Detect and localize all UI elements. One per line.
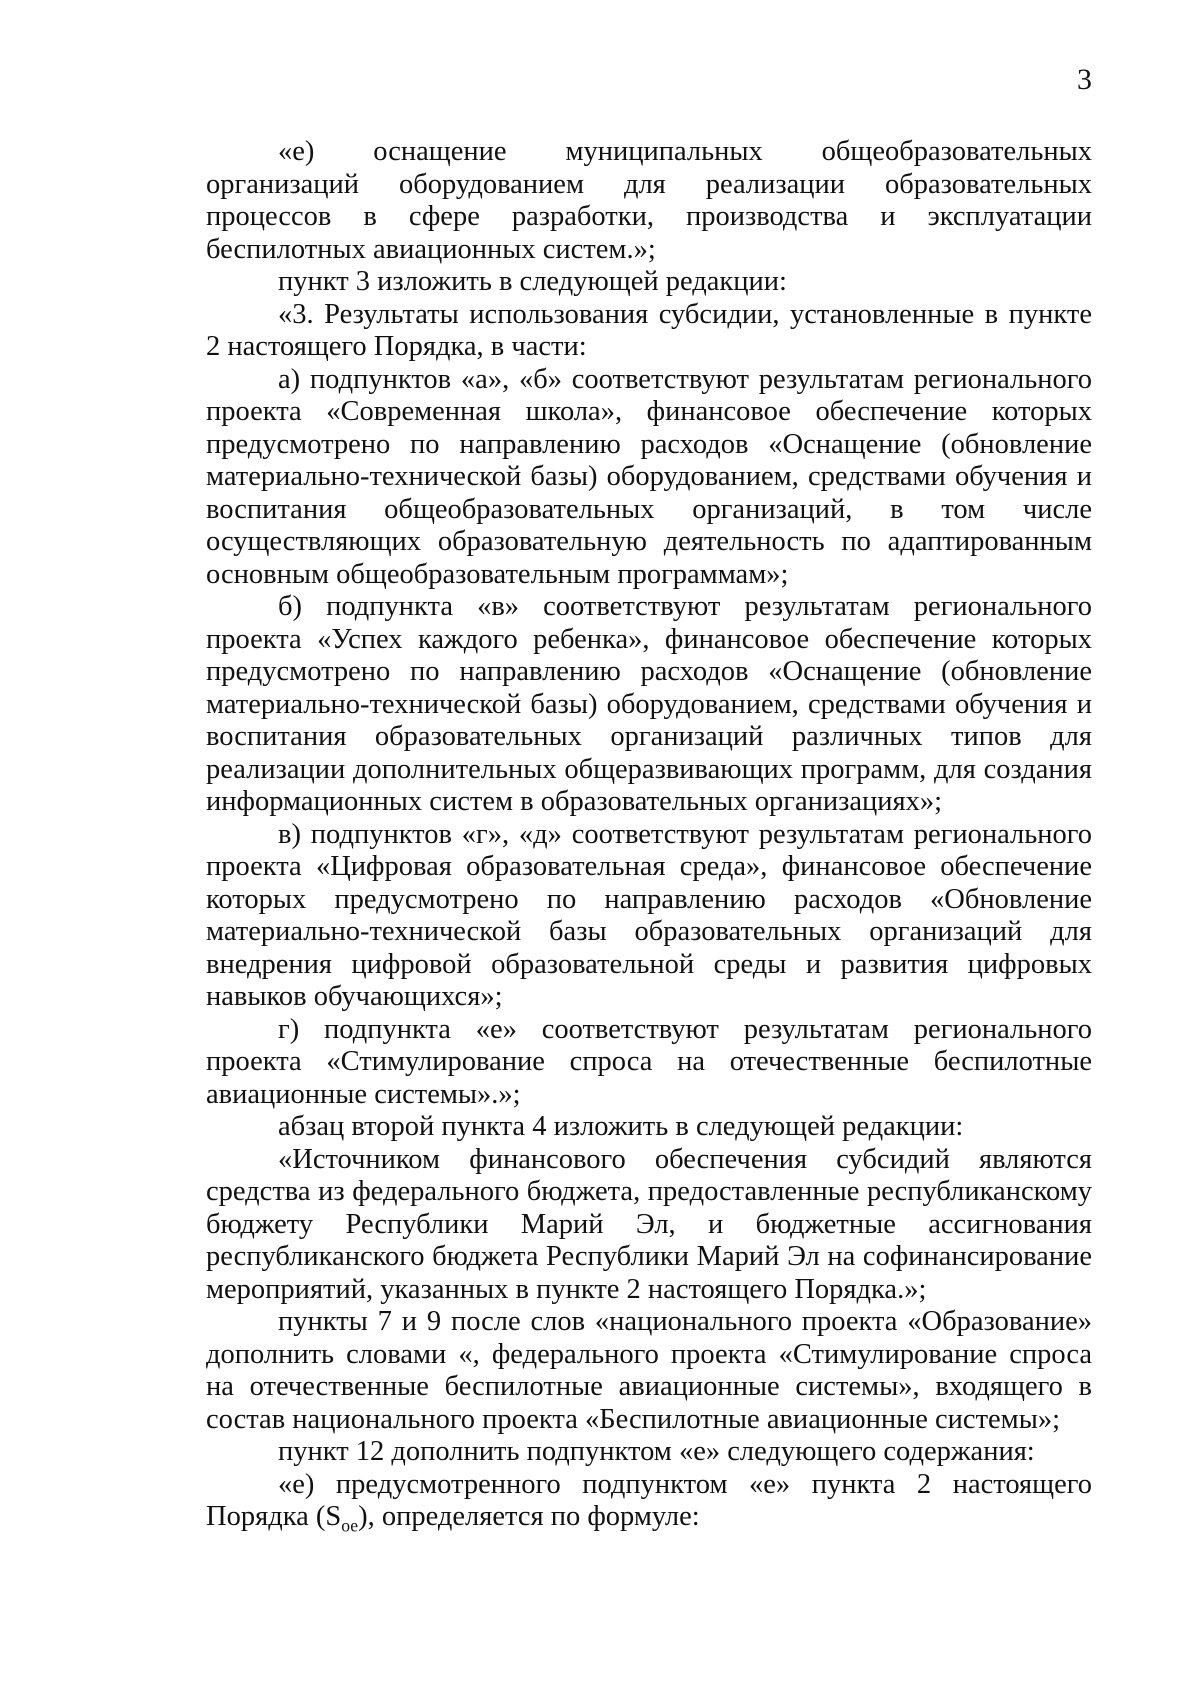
- paragraph-point-3-intro: пункт 3 изложить в следующей редакции:: [278, 266, 787, 297]
- paragraph-subitem-v: в) подпунктов «г», «д» соответствуют результатам регионального проекта «Цифровая образовательная среда», финансовое обеспечение которых предусмотрено по направлению расходов «Обновление материально-технической базы образовательных организаций для внедрения цифровой образовательной среды и развития цифровых навыков обучающихся»;: [206, 818, 1092, 1012]
- paragraph-subitem-g: г) подпункта «е» соответствуют результатам регионального проекта «Стимулирование спроса на отечественные беспилотные авиационные системы».»;: [206, 1013, 1092, 1110]
- paragraph-subitem-a: а) подпунктов «а», «б» соответствуют результатам регионального проекта «Современная школа», финансовое обеспечение которых предусмотрено по направлению расходов «Оснащение (обновление материально-технической базы) оборудованием, средствами обучения и воспитания общеобразовательных организаций, в том числе осуществляющих образовательную деятельность по адаптированным основным общеобразовательным программам»;: [206, 363, 1092, 590]
- paragraph-point-3-text: «3. Результаты использования субсидии, установленные в пункте 2 настоящего Порядка, в части:: [206, 298, 1092, 362]
- paragraph-financing-source: «Источником финансового обеспечения субсидий являются средства из федерального бюджета, предоставленные республиканскому бюджету Республики Марий Эл, и бюджетные ассигнования республиканского бюджета Республики Марий Эл на софинансирование мероприятий, указанных в пункте 2 настоящего Порядка.»;: [206, 1143, 1092, 1305]
- paragraph-points-7-9: пункты 7 и 9 после слов «национального проекта «Образование» дополнить словами «, федерального проекта «Стимулирование спроса на отечественные беспилотные авиационные системы», входящего в состав национального проекта «Беспилотные авиационные системы»;: [206, 1306, 1092, 1435]
- formula-text-before: «е) предусмотренного подпунктом «е» пункта 2 настоящего Порядка (S: [206, 1468, 1092, 1532]
- paragraph-subitem-e-formula: [206, 1469, 1092, 1534]
- document-body: [206, 136, 1092, 1534]
- page-number: 3: [1077, 63, 1092, 96]
- paragraph-item-e-equipment: «е) оснащение муниципальных общеобразовательных организаций оборудованием для реализации образовательных процессов в сфере разработки, производства и эксплуатации беспилотных авиационных систем.»;: [206, 136, 1092, 265]
- paragraph-point-12-intro: пункт 12 дополнить подпунктом «е» следующего содержания:: [278, 1436, 1035, 1467]
- paragraph-subitem-b: б) подпункта «в» соответствуют результатам регионального проекта «Успех каждого ребенка», финансовое обеспечение которых предусмотрено по направлению расходов «Оснащение (обновление материально-технической базы) оборудованием, средствами обучения и воспитания образовательных организаций различных типов для реализации дополнительных общеразвивающих программ, для создания информационных систем в образовательных организациях»;: [206, 591, 1092, 817]
- formula-subscript: ое: [341, 1515, 359, 1536]
- paragraph-point-4-intro: абзац второй пункта 4 изложить в следующей редакции:: [278, 1111, 964, 1142]
- formula-text-after: ), определяется по формуле:: [358, 1501, 700, 1532]
